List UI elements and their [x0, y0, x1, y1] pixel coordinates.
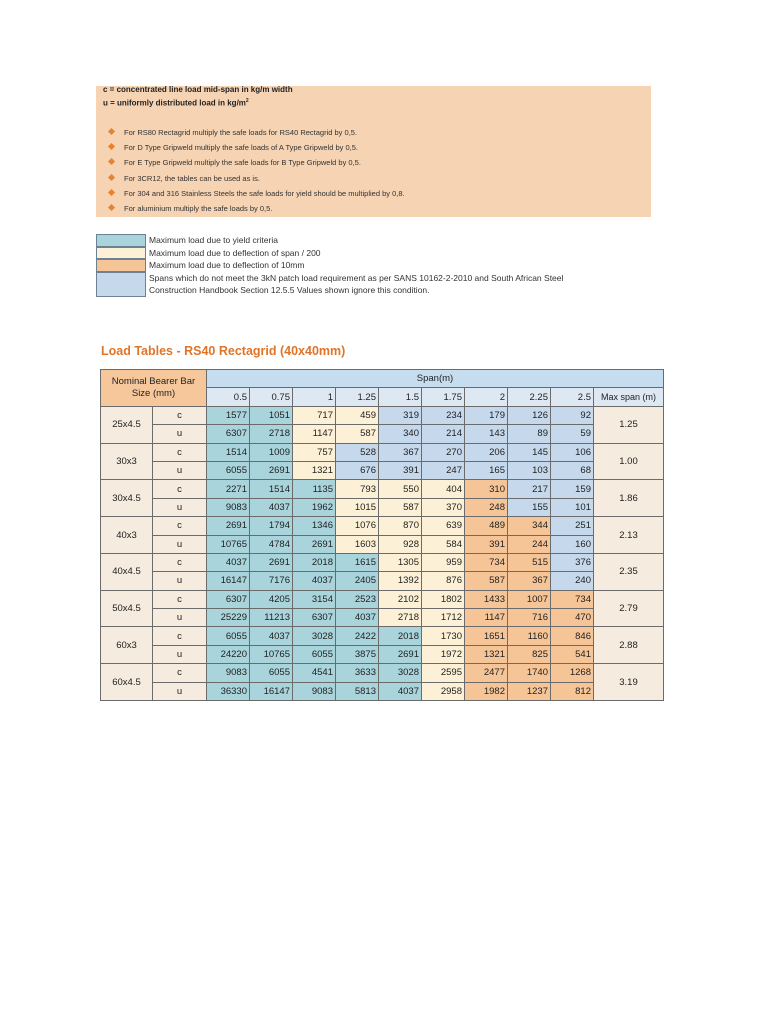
load-value-cell: 103	[508, 461, 551, 479]
load-value-cell: 6307	[207, 425, 250, 443]
note-bullet	[109, 155, 405, 170]
diamond-bullet-icon	[108, 189, 115, 196]
load-type-cell: u	[153, 498, 207, 516]
load-value-cell: 247	[422, 461, 465, 479]
load-type-cell: u	[153, 535, 207, 553]
load-value-cell: 470	[551, 609, 594, 627]
note-bullet	[109, 201, 405, 216]
bar-size-cell: 30x3	[101, 443, 153, 480]
load-value-cell: 234	[422, 406, 465, 424]
load-value-cell: 734	[465, 553, 508, 571]
load-value-cell: 1305	[379, 553, 422, 571]
load-value-cell: 1802	[422, 590, 465, 608]
load-value-cell: 59	[551, 425, 594, 443]
span-value-header: 2.5	[551, 388, 594, 406]
span-value-header: 1.75	[422, 388, 465, 406]
load-type-cell: c	[153, 664, 207, 682]
load-value-cell: 4037	[379, 682, 422, 700]
load-value-cell: 165	[465, 461, 508, 479]
load-value-cell: 217	[508, 480, 551, 498]
table-row	[101, 480, 664, 498]
load-type-cell: c	[153, 406, 207, 424]
span-value-header: 2	[465, 388, 508, 406]
load-type-cell: c	[153, 480, 207, 498]
load-value-cell: 1392	[379, 572, 422, 590]
span-value-header: 0.75	[250, 388, 293, 406]
load-value-cell: 959	[422, 553, 465, 571]
legend-text-line: Maximum load due to deflection of span / 200	[149, 247, 321, 258]
bar-size-cell: 30x4.5	[101, 480, 153, 517]
note-bullet-text: For D Type Gripweld multiply the safe loads of A Type Gripweld by 0,5.	[124, 143, 359, 153]
load-table	[100, 369, 664, 701]
load-value-cell: 6055	[293, 645, 336, 663]
note-bullet-text: For aluminium multiply the safe loads by 0,5.	[124, 204, 273, 214]
load-value-cell: 1740	[508, 664, 551, 682]
load-type-cell: c	[153, 590, 207, 608]
load-value-cell: 846	[551, 627, 594, 645]
span-value-header: 1.25	[336, 388, 379, 406]
table-row	[101, 553, 664, 571]
load-value-cell: 3028	[379, 664, 422, 682]
load-type-cell: u	[153, 645, 207, 663]
load-value-cell: 159	[551, 480, 594, 498]
max-span-cell: 2.88	[594, 627, 664, 664]
load-value-cell: 2018	[379, 627, 422, 645]
load-value-cell: 2691	[207, 517, 250, 535]
diamond-bullet-icon	[108, 128, 115, 135]
load-type-cell: c	[153, 553, 207, 571]
load-value-cell: 1268	[551, 664, 594, 682]
load-value-cell: 240	[551, 572, 594, 590]
load-value-cell: 25229	[207, 609, 250, 627]
load-value-cell: 4037	[207, 553, 250, 571]
load-value-cell: 391	[379, 461, 422, 479]
legend-text-line: Maximum load due to deflection of 10mm	[149, 260, 305, 270]
table-row	[101, 627, 664, 645]
load-value-cell: 2691	[250, 553, 293, 571]
load-value-cell: 391	[465, 535, 508, 553]
max-span-cell: 2.79	[594, 590, 664, 627]
table-row	[101, 535, 664, 553]
table-row	[101, 461, 664, 479]
max-span-cell: 2.13	[594, 517, 664, 554]
max-span-cell: 1.00	[594, 443, 664, 480]
notes-panel	[96, 86, 651, 217]
legend-text-line: Maximum load due to yield criteria	[149, 235, 278, 245]
load-type-cell: u	[153, 609, 207, 627]
load-value-cell: 676	[336, 461, 379, 479]
load-value-cell: 4541	[293, 664, 336, 682]
table-row	[101, 425, 664, 443]
bar-size-cell: 60x3	[101, 627, 153, 664]
load-value-cell: 1577	[207, 406, 250, 424]
bar-size-cell: 40x4.5	[101, 553, 153, 590]
diamond-bullet-icon	[108, 158, 115, 165]
load-value-cell: 876	[422, 572, 465, 590]
load-value-cell: 587	[379, 498, 422, 516]
load-value-cell: 1321	[293, 461, 336, 479]
legend-swatch	[96, 247, 146, 260]
load-value-cell: 1237	[508, 682, 551, 700]
load-value-cell: 251	[551, 517, 594, 535]
load-value-cell: 1015	[336, 498, 379, 516]
load-value-cell: 1514	[207, 443, 250, 461]
size-header-line: Nominal Bearer Bar	[111, 375, 196, 387]
load-value-cell: 1615	[336, 553, 379, 571]
load-value-cell: 92	[551, 406, 594, 424]
load-value-cell: 2958	[422, 682, 465, 700]
load-value-cell: 244	[508, 535, 551, 553]
load-value-cell: 1147	[465, 609, 508, 627]
load-value-cell: 179	[465, 406, 508, 424]
load-value-cell: 9083	[293, 682, 336, 700]
table-row	[101, 572, 664, 590]
load-value-cell: 126	[508, 406, 551, 424]
load-value-cell: 717	[293, 406, 336, 424]
load-value-cell: 16147	[207, 572, 250, 590]
size-header	[101, 370, 207, 407]
load-value-cell: 106	[551, 443, 594, 461]
diamond-bullet-icon	[108, 143, 115, 150]
load-value-cell: 270	[422, 443, 465, 461]
load-value-cell: 1730	[422, 627, 465, 645]
load-value-cell: 11213	[250, 609, 293, 627]
load-value-cell: 459	[336, 406, 379, 424]
table-row	[101, 498, 664, 516]
legend-text	[149, 259, 304, 272]
load-value-cell: 4037	[250, 498, 293, 516]
load-value-cell: 319	[379, 406, 422, 424]
diamond-bullet-icon	[108, 174, 115, 181]
load-value-cell: 489	[465, 517, 508, 535]
load-value-cell: 1514	[250, 480, 293, 498]
table-row	[101, 517, 664, 535]
legend-text-line: Spans which do not meet the 3kN patch load requirement as per SANS 10162-2-2010 and South African Steel	[149, 272, 564, 283]
load-value-cell: 16147	[250, 682, 293, 700]
span-header: Span(m)	[207, 370, 664, 388]
load-value-cell: 1433	[465, 590, 508, 608]
note-bullet-text: For RS80 Rectagrid multiply the safe loads for RS40 Rectagrid by 0,5.	[124, 128, 358, 137]
max-span-cell: 3.19	[594, 664, 664, 701]
load-value-cell: 5813	[336, 682, 379, 700]
load-value-cell: 10765	[250, 645, 293, 663]
load-value-cell: 155	[508, 498, 551, 516]
note-bullet-text: For E Type Gripweld multiply the safe loads for B Type Gripweld by 0,5.	[124, 158, 361, 168]
load-value-cell: 4037	[293, 572, 336, 590]
notes-bullet-list	[109, 125, 405, 216]
load-value-cell: 2405	[336, 572, 379, 590]
load-value-cell: 9083	[207, 498, 250, 516]
load-value-cell: 6307	[293, 609, 336, 627]
section-title: Load Tables - RS40 Rectagrid (40x40mm)	[101, 344, 346, 358]
load-value-cell: 1007	[508, 590, 551, 608]
load-value-cell: 528	[336, 443, 379, 461]
load-type-cell: u	[153, 461, 207, 479]
load-value-cell: 6055	[207, 627, 250, 645]
load-value-cell: 1712	[422, 609, 465, 627]
load-value-cell: 404	[422, 480, 465, 498]
load-value-cell: 3154	[293, 590, 336, 608]
load-value-cell: 68	[551, 461, 594, 479]
load-value-cell: 1135	[293, 480, 336, 498]
load-type-cell: c	[153, 443, 207, 461]
load-type-cell: c	[153, 627, 207, 645]
load-value-cell: 248	[465, 498, 508, 516]
table-row	[101, 645, 664, 663]
span-value-header: 2.25	[508, 388, 551, 406]
table-row	[101, 664, 664, 682]
load-value-cell: 1962	[293, 498, 336, 516]
load-value-cell: 757	[293, 443, 336, 461]
load-value-cell: 1076	[336, 517, 379, 535]
load-value-cell: 145	[508, 443, 551, 461]
load-value-cell: 2691	[379, 645, 422, 663]
load-value-cell: 1651	[465, 627, 508, 645]
load-value-cell: 584	[422, 535, 465, 553]
legend-text-line: Construction Handbook Section 12.5.5 Values shown ignore this condition.	[149, 285, 430, 295]
load-value-cell: 340	[379, 425, 422, 443]
max-span-header: Max span (m)	[594, 388, 664, 406]
load-value-cell: 1794	[250, 517, 293, 535]
load-value-cell: 587	[465, 572, 508, 590]
load-value-cell: 734	[551, 590, 594, 608]
legend-text	[149, 272, 563, 297]
load-value-cell: 24220	[207, 645, 250, 663]
load-value-cell: 36330	[207, 682, 250, 700]
table-row	[101, 609, 664, 627]
load-type-cell: u	[153, 572, 207, 590]
load-value-cell: 1972	[422, 645, 465, 663]
load-value-cell: 4205	[250, 590, 293, 608]
note-bullet	[109, 186, 405, 201]
load-value-cell: 2595	[422, 664, 465, 682]
load-value-cell: 716	[508, 609, 551, 627]
legend-text	[149, 247, 321, 260]
load-value-cell: 2691	[293, 535, 336, 553]
legend-swatch	[96, 234, 146, 247]
span-value-header: 1.5	[379, 388, 422, 406]
load-value-cell: 310	[465, 480, 508, 498]
max-span-cell: 1.86	[594, 480, 664, 517]
note-bullet	[109, 125, 405, 140]
load-value-cell: 541	[551, 645, 594, 663]
load-value-cell: 639	[422, 517, 465, 535]
load-value-cell: 344	[508, 517, 551, 535]
load-value-cell: 1346	[293, 517, 336, 535]
note-bullet	[109, 171, 405, 186]
load-value-cell: 2718	[379, 609, 422, 627]
max-span-cell: 1.25	[594, 406, 664, 443]
load-value-cell: 928	[379, 535, 422, 553]
load-value-cell: 4784	[250, 535, 293, 553]
load-value-cell: 1009	[250, 443, 293, 461]
load-value-cell: 3875	[336, 645, 379, 663]
load-type-cell: c	[153, 517, 207, 535]
load-value-cell: 3028	[293, 627, 336, 645]
load-value-cell: 370	[422, 498, 465, 516]
load-value-cell: 2477	[465, 664, 508, 682]
note-bullet-text: For 3CR12, the tables can be used as is.	[124, 173, 260, 183]
load-value-cell: 1982	[465, 682, 508, 700]
bar-size-cell: 60x4.5	[101, 664, 153, 701]
legend-text	[149, 234, 278, 247]
load-value-cell: 870	[379, 517, 422, 535]
load-value-cell: 4037	[250, 627, 293, 645]
load-value-cell: 2718	[250, 425, 293, 443]
load-value-cell: 2018	[293, 553, 336, 571]
load-value-cell: 1160	[508, 627, 551, 645]
load-value-cell: 6307	[207, 590, 250, 608]
legend-swatch	[96, 259, 146, 272]
load-value-cell: 101	[551, 498, 594, 516]
load-value-cell: 206	[465, 443, 508, 461]
load-value-cell: 9083	[207, 664, 250, 682]
load-value-cell: 143	[465, 425, 508, 443]
load-type-cell: u	[153, 682, 207, 700]
load-value-cell: 2691	[250, 461, 293, 479]
span-value-header: 1	[293, 388, 336, 406]
load-value-cell: 793	[336, 480, 379, 498]
load-value-cell: 10765	[207, 535, 250, 553]
table-row	[101, 443, 664, 461]
load-value-cell: 2102	[379, 590, 422, 608]
bar-size-cell: 40x3	[101, 517, 153, 554]
load-value-cell: 550	[379, 480, 422, 498]
load-value-cell: 7176	[250, 572, 293, 590]
load-value-cell: 825	[508, 645, 551, 663]
table-row	[101, 406, 664, 424]
size-header-line: Size (mm)	[131, 387, 176, 399]
load-type-cell: u	[153, 425, 207, 443]
table-row	[101, 682, 664, 700]
load-value-cell: 160	[551, 535, 594, 553]
diamond-bullet-icon	[108, 204, 115, 211]
load-value-cell: 2422	[336, 627, 379, 645]
header-row	[101, 370, 664, 388]
load-value-cell: 6055	[207, 461, 250, 479]
load-value-cell: 3633	[336, 664, 379, 682]
table-row	[101, 590, 664, 608]
note-concentrated-load: c = concentrated line load mid-span in kg/m width	[103, 85, 293, 94]
legend-swatch	[96, 272, 146, 297]
load-value-cell: 1147	[293, 425, 336, 443]
note-distributed-load: u = uniformly distributed load in $kg/m^2$	[103, 98, 249, 108]
bar-size-cell: 50x4.5	[101, 590, 153, 627]
note-bullet-text: For 304 and 316 Stainless Steels the safe loads for yield should be multiplied by 0,8.	[124, 188, 405, 198]
load-value-cell: 89	[508, 425, 551, 443]
load-value-cell: 1321	[465, 645, 508, 663]
load-value-cell: 1051	[250, 406, 293, 424]
load-value-cell: 4037	[336, 609, 379, 627]
note-bullet	[109, 140, 405, 155]
load-value-cell: 587	[336, 425, 379, 443]
load-value-cell: 515	[508, 553, 551, 571]
load-value-cell: 367	[508, 572, 551, 590]
load-value-cell: 2523	[336, 590, 379, 608]
load-value-cell: 214	[422, 425, 465, 443]
load-value-cell: 376	[551, 553, 594, 571]
load-value-cell: 367	[379, 443, 422, 461]
load-value-cell: 6055	[250, 664, 293, 682]
max-span-cell: 2.35	[594, 553, 664, 590]
span-value-header: 0.5	[207, 388, 250, 406]
load-value-cell: 2271	[207, 480, 250, 498]
load-value-cell: 812	[551, 682, 594, 700]
bar-size-cell: 25x4.5	[101, 406, 153, 443]
load-value-cell: 1603	[336, 535, 379, 553]
